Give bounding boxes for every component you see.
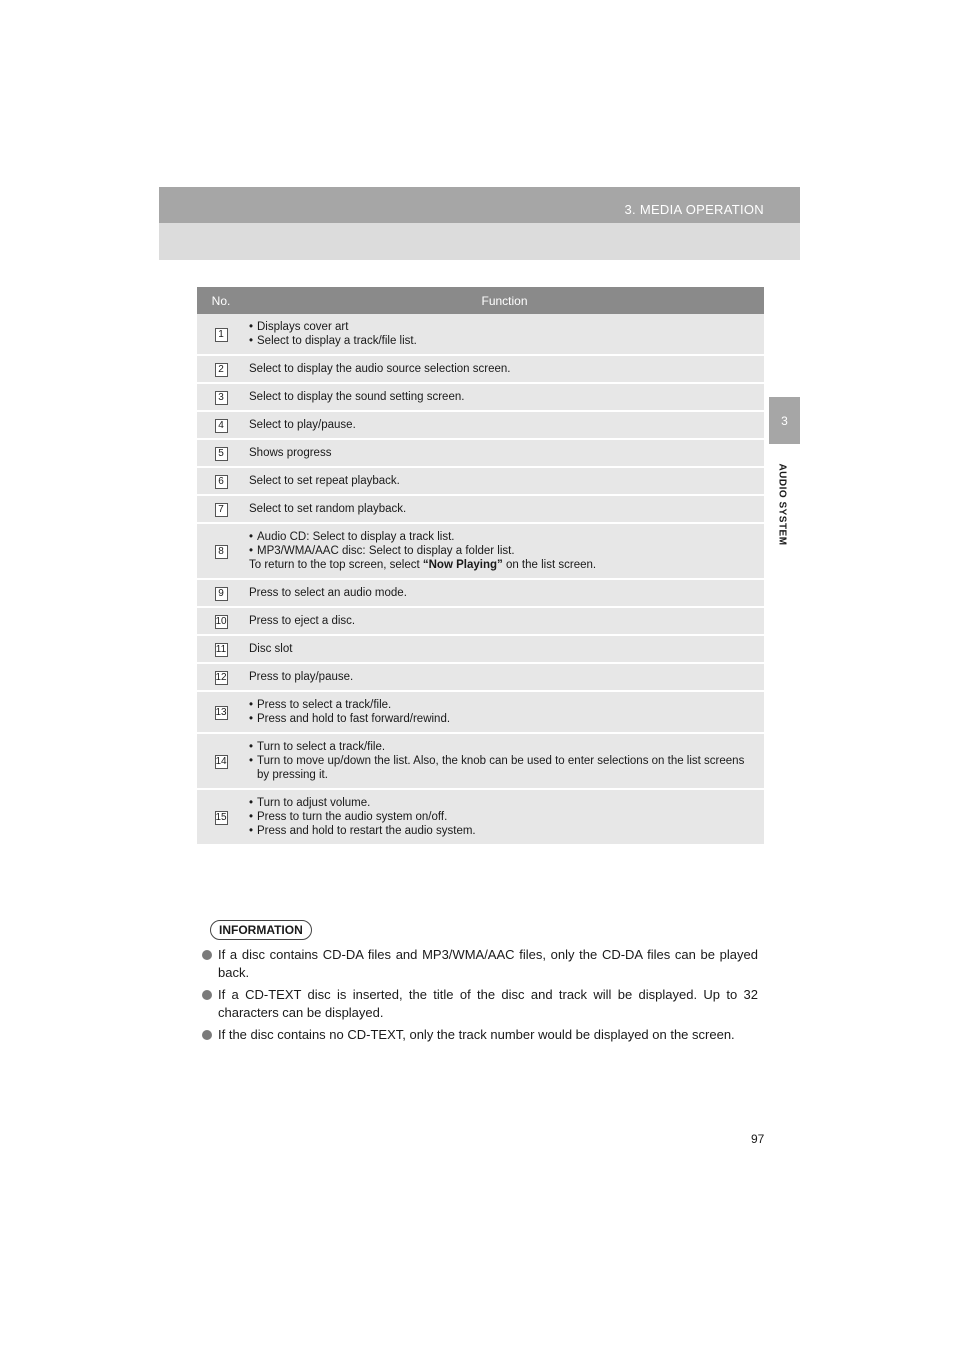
row-number-cell <box>197 733 245 789</box>
table-row <box>197 495 764 523</box>
information-item: If a disc contains CD-DA files and MP3/WMA/AAC files, only the CD-DA files can be played back. <box>202 946 758 982</box>
function-cell <box>245 733 764 789</box>
bullet-item: • Select to display a track/file list. <box>249 334 754 348</box>
table-row <box>197 411 764 439</box>
row-number-cell <box>197 523 245 579</box>
information-badge: INFORMATION <box>210 920 312 940</box>
table-row <box>197 314 764 355</box>
table-row <box>197 663 764 691</box>
function-cell <box>245 691 764 733</box>
table-row <box>197 523 764 579</box>
callout-number: 8 <box>215 545 228 559</box>
table-row <box>197 635 764 663</box>
callout-number: 1 <box>215 328 228 342</box>
row-number-cell <box>197 691 245 733</box>
callout-number: 6 <box>215 475 228 489</box>
table-row <box>197 607 764 635</box>
callout-number: 11 <box>215 643 227 655</box>
function-cell <box>245 355 764 383</box>
function-text: Select to play/pause. <box>249 419 356 431</box>
callout-number: 7 <box>215 503 228 517</box>
information-item: If the disc contains no CD-TEXT, only the track number would be displayed on the screen. <box>202 1026 758 1044</box>
function-text: Select to set repeat playback. <box>249 475 400 487</box>
callout-number: 10 <box>215 615 227 627</box>
callout-number: 14 <box>215 755 227 767</box>
column-header-function: Function <box>245 287 764 314</box>
table-body <box>197 314 764 845</box>
function-cell <box>245 383 764 411</box>
bullet-dot-icon <box>202 950 212 960</box>
section-label-text: AUDIO SYSTEM <box>776 462 788 546</box>
header-subband <box>159 223 800 260</box>
bullet-item: • Turn to move up/down the list. Also, the knob can be used to enter selections on the list screens by pressing it. <box>249 754 754 782</box>
row-number-cell <box>197 607 245 635</box>
table-row <box>197 383 764 411</box>
function-cell <box>245 439 764 467</box>
function-cell <box>245 411 764 439</box>
function-cell <box>245 467 764 495</box>
header-band <box>159 187 800 223</box>
callout-number: 5 <box>215 447 228 461</box>
table-row <box>197 439 764 467</box>
callout-number: 3 <box>215 391 228 405</box>
function-cell <box>245 635 764 663</box>
page-number: 97 <box>751 1132 765 1146</box>
callout-number: 9 <box>215 587 228 601</box>
table-row <box>197 579 764 607</box>
callout-number: 12 <box>215 671 227 683</box>
callout-number: 2 <box>215 363 228 377</box>
function-text: Press to play/pause. <box>249 671 354 683</box>
row-number-cell <box>197 579 245 607</box>
function-text: Select to set random playback. <box>249 503 407 515</box>
callout-number: 13 <box>215 706 227 718</box>
function-text: Select to display the audio source selection screen. <box>249 363 511 375</box>
function-cell <box>245 495 764 523</box>
function-cell <box>245 663 764 691</box>
bullet-item: • Turn to adjust volume. <box>249 796 754 810</box>
table-header-row <box>197 287 764 314</box>
information-list <box>202 946 758 1048</box>
function-cell <box>245 789 764 845</box>
bullet-item: • Press and hold to restart the audio system. <box>249 824 754 838</box>
function-text: Shows progress <box>249 447 332 459</box>
bullet-item: • MP3/WMA/AAC disc: Select to display a folder list. <box>249 544 754 558</box>
bullet-item: • Audio CD: Select to display a track list. <box>249 530 754 544</box>
section-title: 3. MEDIA OPERATION <box>624 202 764 217</box>
bullet-item: • Displays cover art <box>249 320 754 334</box>
callout-number: 15 <box>215 811 227 823</box>
function-text: Disc slot <box>249 643 293 655</box>
row-number-cell <box>197 635 245 663</box>
table-row <box>197 733 764 789</box>
bullet-dot-icon <box>202 1030 212 1040</box>
row-number-cell <box>197 383 245 411</box>
callout-number: 4 <box>215 419 228 433</box>
function-text: Press to select an audio mode. <box>249 587 407 599</box>
bullet-item: • Turn to select a track/file. <box>249 740 754 754</box>
function-cell <box>245 314 764 355</box>
row-number-cell <box>197 467 245 495</box>
bullet-item: • Press and hold to fast forward/rewind. <box>249 712 754 726</box>
bullet-dot-icon <box>202 990 212 1000</box>
row-number-cell <box>197 355 245 383</box>
function-text: Press to eject a disc. <box>249 615 356 627</box>
bullet-item: • Press to turn the audio system on/off. <box>249 810 754 824</box>
function-cell <box>245 579 764 607</box>
table-row <box>197 691 764 733</box>
function-cell <box>245 607 764 635</box>
section-label <box>772 450 792 558</box>
row-number-cell <box>197 439 245 467</box>
bullet-item: • Press to select a track/file. <box>249 698 754 712</box>
row-number-cell <box>197 495 245 523</box>
table-row <box>197 467 764 495</box>
function-table <box>197 287 764 846</box>
emphasis-label: “Now Playing” <box>422 559 503 571</box>
column-header-no: No. <box>197 287 245 314</box>
row-number-cell <box>197 789 245 845</box>
chapter-number: 3 <box>781 413 788 428</box>
function-text: Select to display the sound setting screen. <box>249 391 465 403</box>
row-number-cell <box>197 663 245 691</box>
row-number-cell <box>197 314 245 355</box>
function-cell <box>245 523 764 579</box>
table-row <box>197 355 764 383</box>
information-item: If a CD-TEXT disc is inserted, the title of the disc and track will be displayed. Up to 32 characters can be displayed. <box>202 986 758 1022</box>
chapter-tab <box>769 397 800 444</box>
function-text: To return to the top screen, select “Now Playing” on the list screen. <box>249 559 597 571</box>
table-row <box>197 789 764 845</box>
row-number-cell <box>197 411 245 439</box>
